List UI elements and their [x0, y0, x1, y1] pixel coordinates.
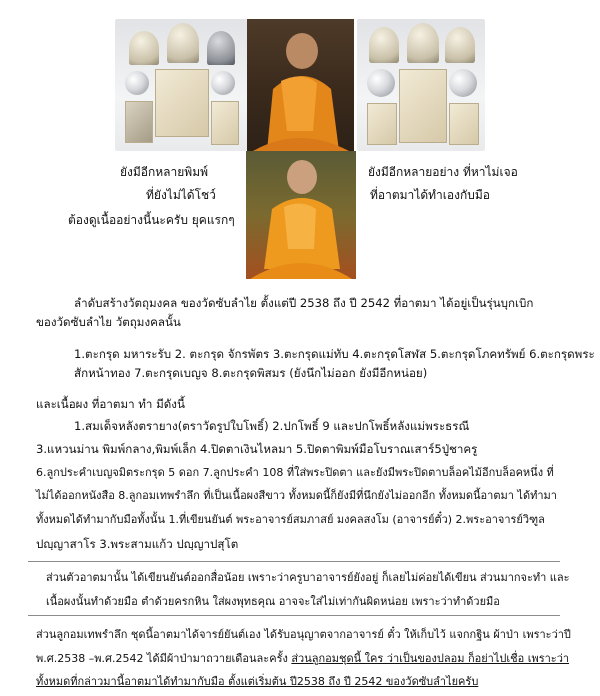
materials-line: ทั้งหมดได้ทำมากับมือทั้งนั้น 1.ที่เขียนยันต์ พระอาจารย์สมภาสย์ มงคลสงโม (อาจารย์ตั๋ว) 2.พระอาจารย์วิฑูล: [36, 513, 545, 526]
caption-left-line1: ยังมีอีกหลายพิมพ์: [120, 165, 209, 179]
para3-line2-plain: พ.ศ.2538 –พ.ศ.2542 ได้มีผ้าป่ามาถวายเดือนละครั้ง: [36, 652, 292, 665]
amulet-sphere: [367, 69, 395, 97]
amulet-tablet: [399, 69, 447, 143]
monk-seated-photo: [246, 151, 356, 279]
section-divider: [28, 561, 560, 562]
caption-right-line2: ที่อาตมาได้ทำเองกับมือ: [370, 188, 490, 202]
amulet-tablet: [125, 101, 153, 143]
para2-line: เนื้อผงนั้นทำด้วยมือ ตำด้วยครกหิน ใส่ผงพุทธคุณ อาจจะใส่ไม่เท่ากันผิดหน่อย เพราะว่าทำด้วยมือ: [46, 595, 500, 608]
materials-line: 6.ลูกประคำเบญจมิตระกรุด 5 ดอก 7.ลูกประคำ 108 ที่ใส่พระปิดตา และยังมีพระปิดตาบล็อคไม้อีกบล็อคหนึ่ง ที่: [36, 466, 554, 479]
materials-line: 1.สมเด็จหลังตรายาง(ตราวัดรูปใบโพธิ์) 2.ปกโพธิ์ 9 และปกโพธิ์หลังแม่พระธรณี: [74, 419, 470, 433]
materials-line: 3.แหวนม่าน พิมพ์กลาง,พิมพ์เล็ก 4.ปิดตาเงินไหลมา 5.ปิดตาพิมพ์มือโบราณเสาร์5ปู่ชาครู: [36, 442, 478, 456]
caption-right-line1: ยังมีอีกหลายอย่าง ที่หาไม่เจอ: [368, 165, 518, 179]
amulet-tablet: [367, 103, 397, 145]
amulet-figurine: [369, 27, 399, 63]
para3-line: [36, 651, 569, 667]
amulet-tablet: [155, 69, 209, 137]
section-divider: [28, 615, 560, 616]
amulet-sphere: [449, 69, 477, 97]
para2-line: ส่วนตัวอาตมานั้น ได้เขียนยันต์ออกสื่อน้อย เพราะว่าครูบาอาจารย์ยังอยู่ ก็เลยไม่ค่อยได้เขียน ส่วนมากจะทำ และ: [46, 571, 570, 584]
amulet-figurine: [207, 31, 235, 65]
amulet-sphere: [211, 71, 235, 95]
monk-portrait-photo: [247, 19, 354, 151]
caption-left-line3: ต้องดูเนื้ออย่างนี้นะครับ ยุคแรกๆ: [68, 213, 235, 227]
para3-line3-underlined: ทั้งหมดที่กล่าวมานี้อาตมาได้ทำมากับมือ ตั้งแต่เริ่มต้น ปี2538 ถึง ปี 2542 ของวัดซับลำไยครับ: [36, 675, 479, 688]
amulet-photo-left: [115, 19, 247, 151]
amulet-tablet: [449, 103, 479, 145]
takrut-list-line: 1.ตะกรุด มหาระรับ 2. ตะกรุด จักรพัตร 3.ตะกรุดแม่ทับ 4.ตะกรุดโสฬส 5.ตะกรุดโภคทรัพย์ 6.ตะกรุดพระ: [74, 347, 595, 361]
amulet-photo-right: [357, 19, 485, 151]
para3-line: ส่วนลูกอมเทพรำลึก ชุดนี้อาตมาได้จารย์ยันต์เอง ได้รับอนุญาตจากอาจารย์ ตั๋ว ให้เก็บไว้ แจกกฐิน ผ้าป่า เพราะว่าปี: [36, 628, 571, 641]
amulet-tablet: [211, 101, 239, 145]
amulet-figurine: [445, 27, 475, 63]
amulet-figurine: [129, 31, 159, 65]
monk-seated-figure: [246, 151, 356, 279]
amulet-figurine: [167, 23, 199, 63]
intro-line: ลำดับสร้างวัตถุมงคล ของวัดซับลำไย ตั้งแต่ปี 2538 ถึง ปี 2542 ที่อาตมา ได้อยู่เป็นรุ่นบุกเบิก: [74, 296, 534, 310]
caption-left-line2: ที่ยังไม่ได้โชว์: [146, 188, 216, 202]
monk-seated-figure: [247, 19, 354, 151]
intro-line: ของวัดซับลำไย วัตถุมงคลนั้น: [36, 315, 181, 329]
para3-line2-underlined: ส่วนลูกอมชุดนี้ ใคร ว่าเป็นของปลอม ก็อย่าไปเชื่อ เพราะว่า: [291, 652, 570, 665]
materials-line: ไม่ได้ออกหนังสือ 8.ลูกอมเทพรำลึก ที่เป็นเนื้อผงสีขาว ทั้งหมดนี้ก็ยังมีที่นึกยังไม่ออกอีก ทั้งหมดนี้อาตมา ได้ทำมา: [36, 489, 557, 502]
takrut-list-line: สักหน้าทอง 7.ตะกรุดเบญจ 8.ตะกรุดพิสมร (ยังนึกไม่ออก ยังมีอีกหน่อย): [74, 366, 428, 380]
amulet-sphere: [125, 71, 149, 95]
para3-line: [36, 674, 478, 690]
materials-line: ปญฺญาสาโร 3.พระสามแก้ว ปญฺญาปสุโต: [36, 537, 239, 551]
amulet-figurine: [407, 23, 439, 63]
materials-heading: และเนื้อผง ที่อาตมา ทำ มีดังนี้: [36, 397, 185, 411]
